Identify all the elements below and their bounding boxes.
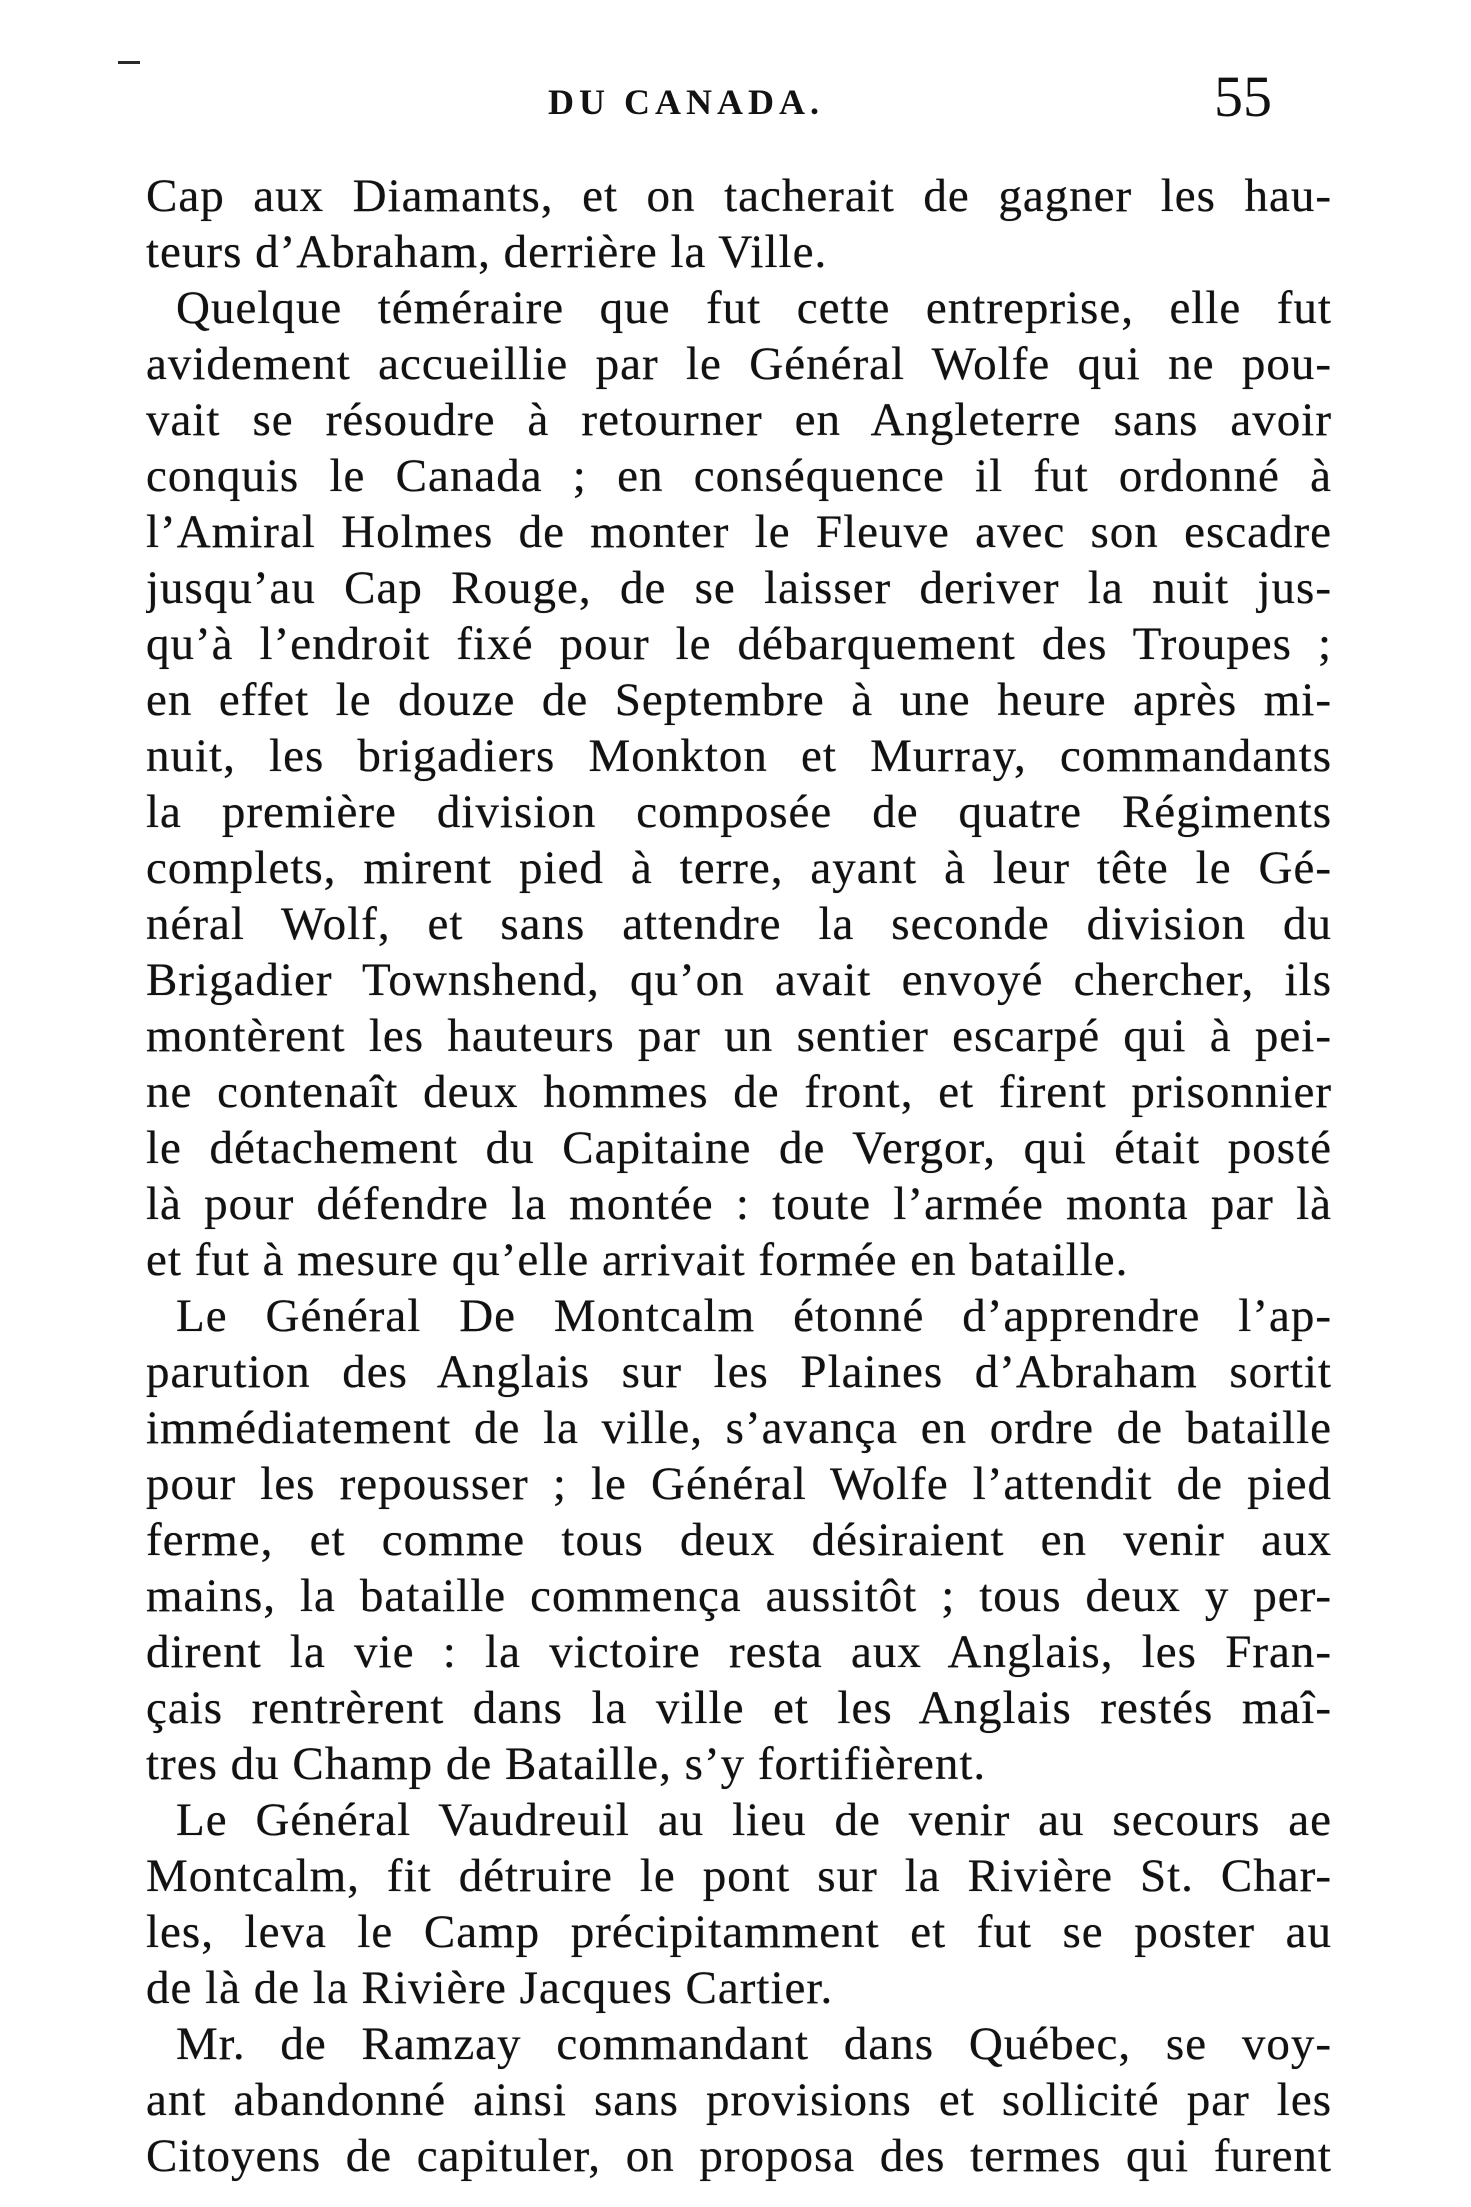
text-line: Brigadier Townshend, qu’on avait envoyé chercher, ils bbox=[146, 954, 1332, 1006]
text-line: les, leva le Camp précipitamment et fut se poster au bbox=[146, 1906, 1332, 1958]
text-line: et fut à mesure qu’elle arrivait formée en bataille. bbox=[146, 1234, 1129, 1286]
text-line: pour les repousser ; le Général Wolfe l’attendit de pied bbox=[146, 1458, 1332, 1510]
paragraph bbox=[146, 168, 1332, 280]
text-line: çais rentrèrent dans la ville et les Anglais restés maî- bbox=[146, 1682, 1332, 1734]
text-line: Le Général Vaudreuil au lieu de venir au secours ae bbox=[176, 1794, 1332, 1846]
text-line: vait se résoudre à retourner en Angleterre sans avoir bbox=[146, 394, 1332, 446]
text-line: Citoyens de capituler, on proposa des termes qui furent bbox=[146, 2130, 1332, 2182]
paragraph bbox=[146, 1792, 1332, 2016]
text-line: en effet le douze de Septembre à une heure après mi- bbox=[146, 674, 1332, 726]
text-line: tres du Champ de Bataille, s’y fortifièrent. bbox=[146, 1738, 987, 1790]
text-line: Le Général De Montcalm étonné d’apprendre l’ap- bbox=[176, 1290, 1332, 1342]
text-line: de là de la Rivière Jacques Cartier. bbox=[146, 1962, 834, 2014]
text-line: montèrent les hauteurs par un sentier escarpé qui à pei- bbox=[146, 1010, 1332, 1062]
paragraph bbox=[146, 280, 1332, 1288]
text-line: teurs d’Abraham, derrière la Ville. bbox=[146, 226, 828, 278]
text-line: Cap aux Diamants, et on tacherait de gagner les hau- bbox=[146, 170, 1332, 222]
paragraph bbox=[146, 1288, 1332, 1792]
text-line: immédiatement de la ville, s’avança en ordre de bataille bbox=[146, 1402, 1332, 1454]
text-line: ferme, et comme tous deux désiraient en venir aux bbox=[146, 1514, 1332, 1566]
text-line: Mr. de Ramzay commandant dans Québec, se voy- bbox=[176, 2018, 1332, 2070]
text-line: Quelque téméraire que fut cette entreprise, elle fut bbox=[176, 282, 1332, 334]
running-head: DU CANADA. bbox=[548, 82, 824, 122]
text-line: néral Wolf, et sans attendre la seconde division du bbox=[146, 898, 1332, 950]
text-line: conquis le Canada ; en conséquence il fut ordonné à bbox=[146, 450, 1332, 502]
text-line: nuit, les brigadiers Monkton et Murray, commandants bbox=[146, 730, 1332, 782]
text-line: là pour défendre la montée : toute l’armée monta par là bbox=[146, 1178, 1332, 1230]
text-line: ne contenaît deux hommes de front, et firent prisonnier bbox=[146, 1066, 1332, 1118]
text-line: la première division composée de quatre Régiments bbox=[146, 786, 1332, 838]
text-line: l’Amiral Holmes de monter le Fleuve avec son escadre bbox=[146, 506, 1332, 558]
page-number: 55 bbox=[1214, 64, 1272, 129]
text-line: dirent la vie : la victoire resta aux Anglais, les Fran- bbox=[146, 1626, 1332, 1678]
scan-mark bbox=[118, 61, 140, 64]
text-line: ant abandonné ainsi sans provisions et sollicité par les bbox=[146, 2074, 1332, 2126]
text-line: parution des Anglais sur les Plaines d’Abraham sortit bbox=[146, 1346, 1332, 1398]
text-line: le détachement du Capitaine de Vergor, qui était posté bbox=[146, 1122, 1332, 1174]
text-line: mains, la bataille commença aussitôt ; tous deux y per- bbox=[146, 1570, 1332, 1622]
text-line: jusqu’au Cap Rouge, de se laisser deriver la nuit jus- bbox=[146, 562, 1332, 614]
text-line: complets, mirent pied à terre, ayant à leur tête le Gé- bbox=[146, 842, 1332, 894]
text-line: avidement accueillie par le Général Wolfe qui ne pou- bbox=[146, 338, 1332, 390]
text-line: Montcalm, fit détruire le pont sur la Rivière St. Char- bbox=[146, 1850, 1332, 1902]
paragraph bbox=[146, 2016, 1332, 2184]
body-text bbox=[146, 168, 1332, 2184]
text-line: qu’à l’endroit fixé pour le débarquement des Troupes ; bbox=[146, 618, 1332, 670]
